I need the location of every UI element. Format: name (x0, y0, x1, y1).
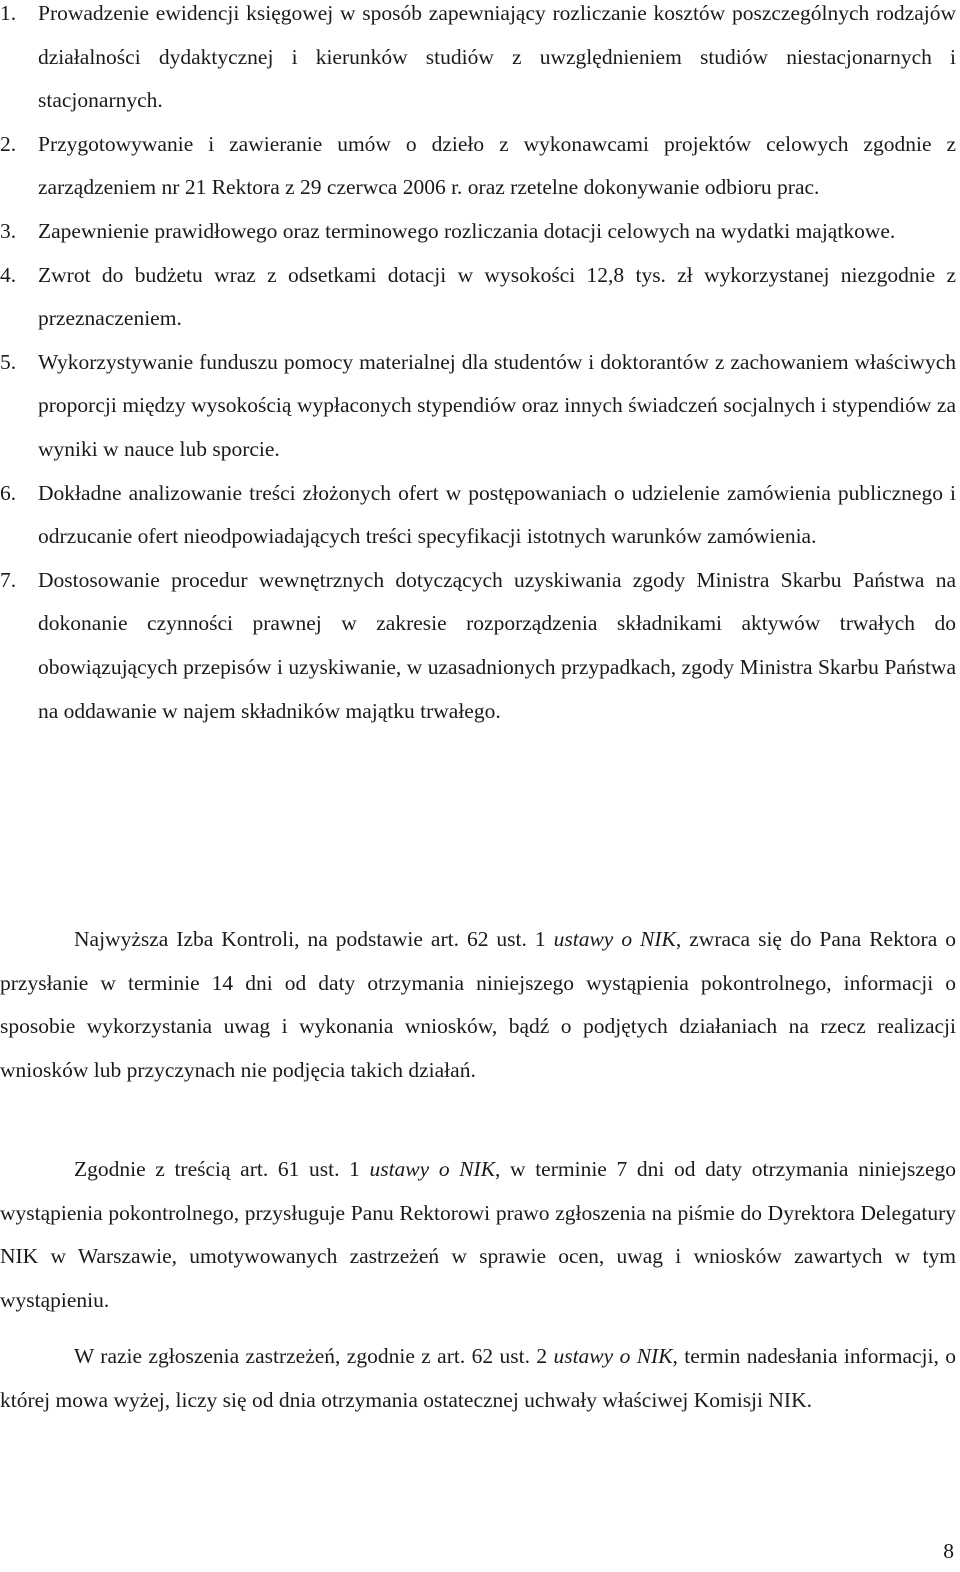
list-item (0, 0, 956, 123)
list-item-number: 6. (0, 480, 17, 505)
recommendations-list (0, 0, 956, 733)
list-item (0, 341, 956, 472)
list-item-number: 5. (0, 349, 17, 374)
list-item-number: 7. (0, 567, 17, 592)
list-item-number: 4. (0, 262, 17, 287)
paragraph-text: Zgodnie z treścią art. 61 ust. 1 (74, 1157, 370, 1181)
list-item (0, 472, 956, 559)
list-item (0, 123, 956, 210)
list-item-text: Zwrot do budżetu wraz z odsetkami dotacji w wysokości 12,8 tys. zł wykorzystanej niezgodnie z przeznaczeniem. (38, 262, 956, 331)
paragraph-text: , w terminie 7 dni od daty otrzymania niniejszego wystąpienia pokontrolnego, przysługuje Panu Rektorowi prawo zgłoszenia na piśmie do Dyrektora Delegatury NIK w Warszawie, umotywowanych zastrzeżeń w sprawie ocen, uwag i wniosków zawartych w tym wystąpieniu. (0, 1157, 956, 1312)
list-item (0, 559, 956, 733)
paragraph-text: Najwyższa Izba Kontroli, na podstawie art. 62 ust. 1 (74, 927, 554, 951)
law-reference: ustawy o NIK (553, 927, 676, 951)
list-item-text: Dostosowanie procedur wewnętrznych dotyczących uzyskiwania zgody Ministra Skarbu Państwa na dokonanie czynności prawnej w zakresie rozporządzenia składnikami aktywów trwałych do obowiązujących przepisów i uzyskiwanie, w uzasadnionych przypadkach, zgody Ministra Skarbu Państwa na oddawanie w najem składników majątku trwałego. (38, 567, 956, 723)
list-item-text: Wykorzystywanie funduszu pomocy materialnej dla studentów i doktorantów z zachowaniem właściwych proporcji między wysokością wypłaconych stypendiów oraz innych świadczeń socjalnych i stypendiów za wyniki w nauce lub sporcie. (38, 349, 956, 461)
list-item (0, 254, 956, 341)
paragraph-text: , termin nadesłania informacji, o której mowa wyżej, liczy się od dnia otrzymania ostatecznej uchwały właściwej Komisji NIK. (0, 1344, 956, 1412)
page-number: 8 (943, 1539, 954, 1563)
list-item-text: Zapewnienie prawidłowego oraz terminowego rozliczania dotacji celowych na wydatki majątkowe. (38, 218, 896, 243)
list-item-number: 2. (0, 131, 17, 156)
paragraph-request-information (0, 918, 956, 1092)
law-reference: ustawy o NIK (553, 1344, 673, 1368)
list-item-text: Przygotowywanie i zawieranie umów o dzieło z wykonawcami projektów celowych zgodnie z zarządzeniem nr 21 Rektora z 29 czerwca 2006 r. oraz rzetelne dokonywanie odbioru prac. (38, 131, 956, 200)
paragraph-text: , zwraca się do Pana Rektora o przysłanie w terminie 14 dni od daty otrzymania niniejszego wystąpienia pokontrolnego, informacji o sposobie wykorzystania uwag i wykonania wniosków, bądź o podjętych działaniach na rzecz realizacji wniosków lub przyczynach nie podjęcia takich działań. (0, 927, 956, 1082)
paragraph-deadline (0, 1335, 956, 1422)
list-item-number: 3. (0, 218, 17, 243)
paragraph-objection-right (0, 1148, 956, 1322)
law-reference: ustawy o NIK (369, 1157, 496, 1181)
list-item (0, 210, 956, 254)
list-item-text: Prowadzenie ewidencji księgowej w sposób zapewniający rozliczanie kosztów poszczególnych rodzajów działalności dydaktycznej i kierunków studiów z uwzględnieniem studiów niestacjonarnych i stacjonarnych. (38, 1, 956, 113)
list-item-number: 1. (0, 1, 17, 25)
paragraph-text: W razie zgłoszenia zastrzeżeń, zgodnie z art. 62 ust. 2 (74, 1344, 554, 1368)
list-item-text: Dokładne analizowanie treści złożonych ofert w postępowaniach o udzielenie zamówienia publicznego i odrzucanie ofert nieodpowiadających treści specyfikacji istotnych warunków zamówienia. (38, 480, 956, 549)
